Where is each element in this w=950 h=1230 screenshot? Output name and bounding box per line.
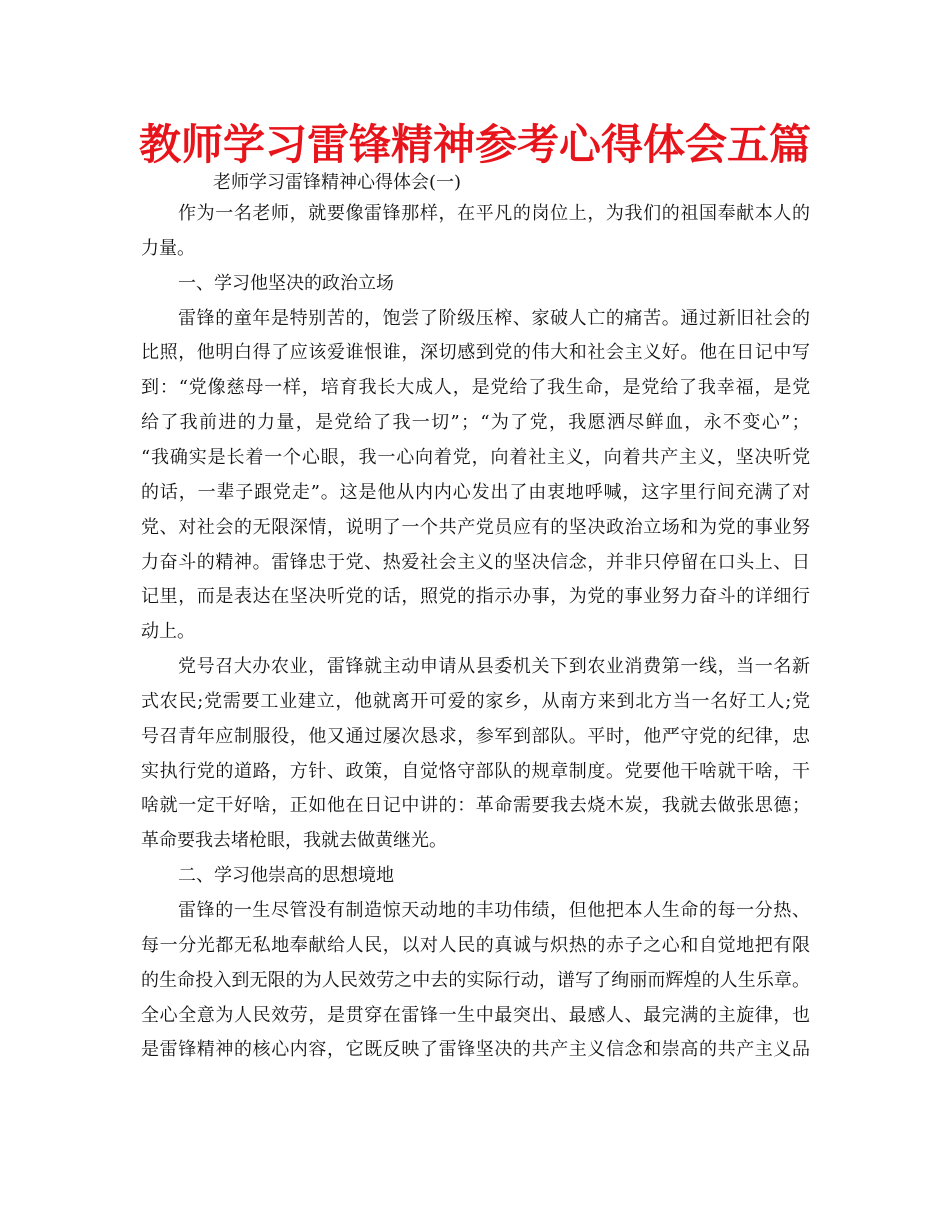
body-line: 给了我前进的力量，是党给了我一切”；“为了党，我愿洒尽鲜血，永不变心”； bbox=[141, 412, 811, 434]
body-line: 到：“党像慈母一样，培育我长大成人，是党给了我生命，是党给了我幸福，是党 bbox=[141, 377, 812, 399]
body-line: 号召青年应制服役，他又通过屡次恳求，参军到部队。平时，他严守党的纪律，忠 bbox=[141, 725, 811, 747]
document-title: 教师学习雷锋精神参考心得体会五篇 bbox=[138, 120, 811, 169]
body-line: 是雷锋精神的核心内容，它既反映了雷锋坚决的共产主义信念和崇高的共产主义品 bbox=[141, 1039, 811, 1061]
body-line: 力奋斗的精神。雷锋忠于党、热爱社会主义的坚决信念，并非只停留在口头上、日 bbox=[141, 551, 811, 573]
body-line: 力量。 bbox=[141, 237, 195, 259]
body-line: “我确实是长着一个心眼，我一心向着党，向着社主义，向着共产主义，坚决听党 bbox=[141, 446, 812, 468]
body-line: 党号召大办农业，雷锋就主动申请从县委机关下到农业消费第一线，当一名新 bbox=[178, 656, 811, 678]
body-line: 的话，一辈子跟党走”。这是他从内内心发出了由衷地呼喊，这字里行间充满了对 bbox=[141, 481, 812, 503]
body-line: 比照，他明白得了应该爱谁恨谁，深切感到党的伟大和社会主义好。他在日记中写 bbox=[141, 342, 811, 364]
body-line: 全心全意为人民效劳，是贯穿在雷锋一生中最突出、最感人、最完满的主旋律，也 bbox=[141, 1004, 811, 1026]
body-line: 式农民;党需要工业建立，他就离开可爱的家乡，从南方来到北方当一名好工人;党 bbox=[141, 690, 811, 712]
section-heading: 二、学习他崇高的思想境地 bbox=[178, 865, 394, 887]
body-line: 记里，而是表达在坚决听党的话，照党的指示办事，为党的事业努力奋斗的详细行 bbox=[141, 586, 811, 608]
body-line: 革命要我去堵枪眼，我就去做黄继光。 bbox=[141, 830, 447, 852]
body-line: 作为一名老师，就要像雷锋那样，在平凡的岗位上，为我们的祖国奉献本人的 bbox=[178, 203, 811, 224]
body-line: 实执行党的道路，方针、政策，自觉恪守部队的规章制度。党要他干啥就干啥，干 bbox=[141, 760, 811, 782]
document-subtitle: 老师学习雷锋精神心得体会(一) bbox=[213, 172, 462, 193]
body-line: 的生命投入到无限的为人民效劳之中去的实际行动，谱写了绚丽而辉煌的人生乐章。 bbox=[141, 969, 811, 991]
body-line: 动上。 bbox=[141, 621, 195, 643]
section-heading: 一、学习他坚决的政治立场 bbox=[178, 272, 394, 294]
body-line: 雷锋的一生尽管没有制造惊天动地的丰功伟绩，但他把本人生命的每一分热、 bbox=[178, 900, 811, 921]
body-line: 雷锋的童年是特别苦的，饱尝了阶级压榨、家破人亡的痛苦。通过新旧社会的 bbox=[178, 307, 811, 329]
body-line: 党、对社会的无限深情，说明了一个共产党员应有的坚决政治立场和为党的事业努 bbox=[141, 516, 811, 538]
body-line: 啥就一定干好啥，正如他在日记中讲的：革命需要我去烧木炭，我就去做张思德； bbox=[141, 795, 811, 817]
body-line: 每一分光都无私地奉献给人民，以对人民的真诚与炽热的赤子之心和自觉地把有限 bbox=[141, 934, 811, 956]
